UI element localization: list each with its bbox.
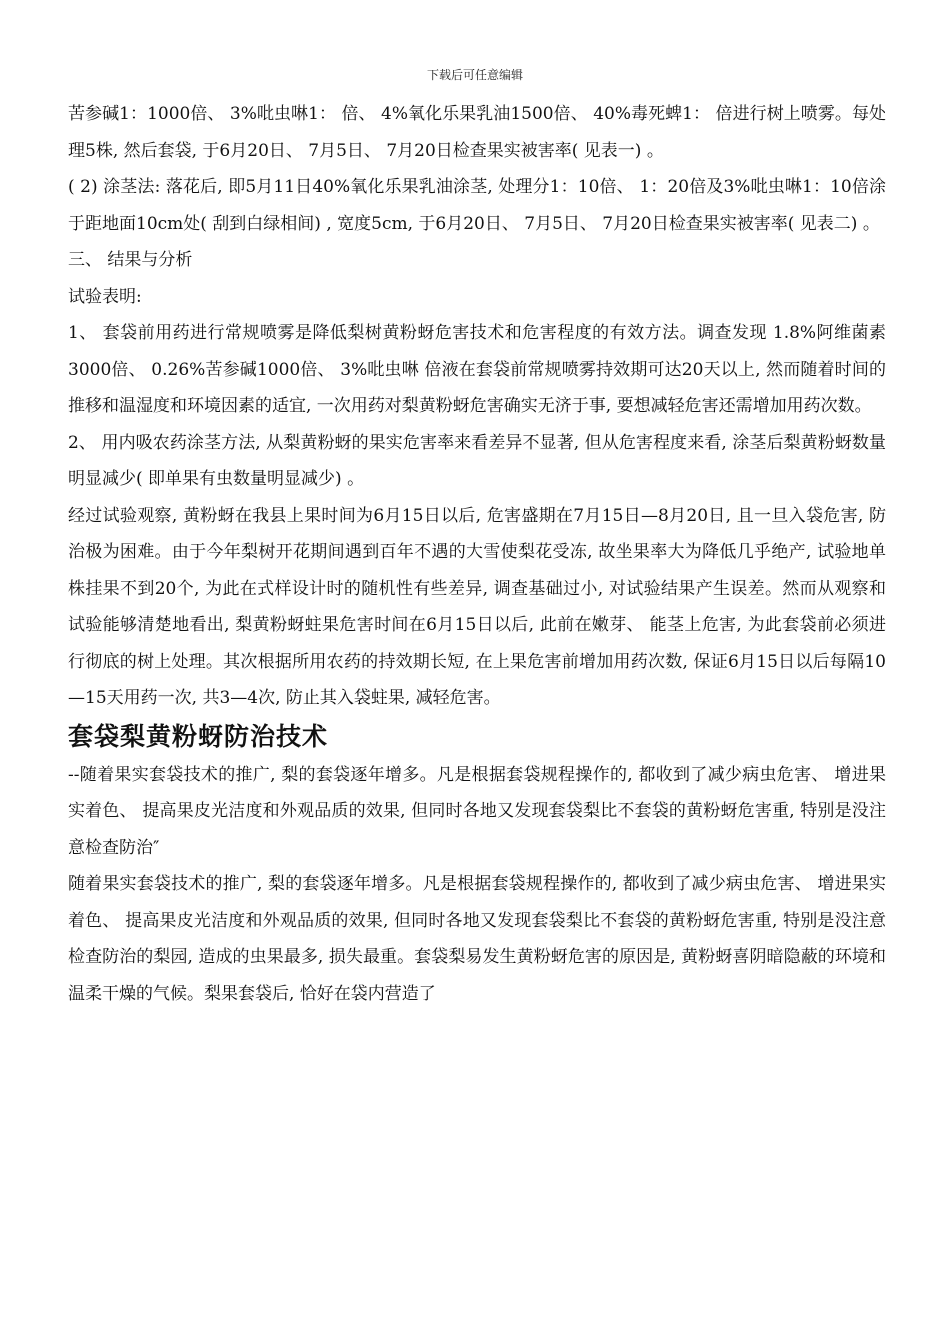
header-note: 下载后可任意编辑 — [426, 68, 523, 82]
paragraph-test-shows: 试验表明: — [68, 286, 142, 307]
paragraph-observation: 经过试验观察, 黄粉蚜在我县上果时间为6月15日以后, 危害盛期在7月15日—8月20日, 且一旦入袋危害, 防治极为困难。由于今年梨树开花期间遇到百年不遇的大雪使梨花受冻, 故坐果率大为降低几乎绝产, 试验地单株挂果不到20个, 为此在式样设计时的随机性有些差异, 调查基础过小, 对试验结果产生误差。然而从观察和试验能够清楚地看出, 梨黄粉蚜蛀果危害时间在6月15日以后, 此前在嫩芽、 能茎上危害, 为此套袋前必须进行彻底的树上处理。其次根据所用农药的持效期长短, 在上果危害前增加用药次数, 保证6月15日以后每隔10—15天用药一次, 共3—4次, 防止其入袋蛀果, 减轻危害。 — [68, 505, 886, 708]
paragraph-article-summary: --随着果实套袋技术的推广, 梨的套袋逐年增多。凡是根据套袋规程操作的, 都收到了减少病虫危害、 增进果实着色、 提高果皮光洁度和外观品质的效果, 但同时各地又发现套袋梨比不套袋的黄粉蚜危害重, 特别是没注意检查防治″ — [68, 764, 886, 858]
paragraph-finding-2: 2、 用内吸农药涂茎方法, 从梨黄粉蚜的果实危害率来看差异不显著, 但从危害程度来看, 涂茎后梨黄粉蚜数量明显减少( 即单果有虫数量明显减少) 。 — [68, 432, 886, 489]
section-heading-results: 三、 结果与分析 — [68, 250, 193, 270]
paragraph-article-body: 随着果实套袋技术的推广, 梨的套袋逐年增多。凡是根据套袋规程操作的, 都收到了减少病虫危害、 增进果实着色、 提高果皮光洁度和外观品质的效果, 但同时各地又发现套袋梨比不套袋的黄粉蚜危害重, 特别是没注意检查防治的梨园, 造成的虫果最多, 损失最重。套袋梨易发生黄粉蚜危害的原因是, 黄粉蚜喜阴暗隐蔽的环境和温柔干燥的气候。梨果套袋后, 恰好在袋内营造了 — [68, 874, 886, 1004]
document-body — [68, 96, 886, 1012]
paragraph-spray-method: 苦参碱1：1000倍、 3%吡虫啉1： 倍、 4%氧化乐果乳油1500倍、 40%毒死蜱1： 倍进行树上喷雾。每处理5株, 然后套袋, 于6月20日、 7月5日、 7月20日检查果实被害率( 见表一) 。 — [68, 104, 886, 161]
paragraph-stem-coating-method: ( 2) 涂茎法: 落花后, 即5月11日40%氧化乐果乳油涂茎, 处理分1：10倍、 1：20倍及3%吡虫啉1：10倍涂于距地面10cm处( 刮到白绿相间) , 宽度5cm, 于6月20日、 7月5日、 7月20日检查果实被害率( 见表二) 。 — [68, 177, 886, 234]
article-title: 套袋梨黄粉蚜防治技术 — [68, 721, 329, 751]
paragraph-finding-1: 1、 套袋前用药进行常规喷雾是降低梨树黄粉蚜危害技术和危害程度的有效方法。调查发现 1.8%阿维菌素3000倍、 0.26%苦参碱1000倍、 3%吡虫啉 倍液在套袋前常规喷雾持效期可达20天以上, 然而随着时间的推移和温湿度和环境因素的适宜, 一次用药对梨黄粉蚜危害确实无济于事, 要想减轻危害还需增加用药次数。 — [68, 323, 886, 416]
